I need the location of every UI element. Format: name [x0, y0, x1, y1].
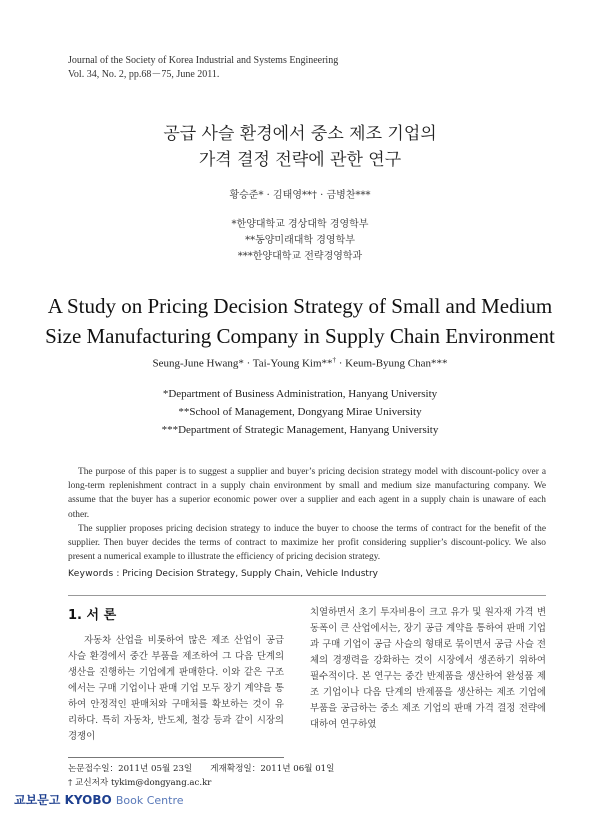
korean-authors: 황승준* · 김태영**† · 금병찬*** [229, 190, 371, 201]
accepted-date: 게재확정일：2011년 06월 01일 [210, 764, 335, 774]
korean-affiliation: ***한양대학교 전략경영학과 [237, 251, 363, 262]
kyobo-watermark [14, 791, 184, 808]
english-affiliation: ***Department of Strategic Management, Hanyang University [161, 424, 439, 436]
english-affiliations [0, 385, 600, 439]
english-title-line2: Size Manufacturing Company in Supply Chain Environment [45, 324, 555, 348]
keywords [68, 569, 378, 579]
body-right-column: 치열하면서 초기 투자비용이 크고 유가 및 원자재 가격 변동폭이 큰 산업에서는, 장기 공급 계약을 통하여 판매 기업과 구매 기업이 공급 사슬의 형태로 묶이면서 공급 사슬 전체의 경쟁력을 강화하는 것이 시장에서 생존하기 위하여 필수적이다. 본 연구는 중간 반제품을 생산하여 완성품 제조 기업이나 다음 단계의 반제품을 생산하는 제조 기업에 부품을 공급하는 중소 제조 기업의 판매 가격 결정 전략에 대하여 연구하였 [310, 607, 546, 730]
watermark-korean: 교보문고 [14, 793, 61, 807]
english-author-list-2: · Keum-Byung Chan*** [336, 357, 448, 370]
english-affiliation: *Department of Business Administration, Hanyang University [162, 388, 438, 400]
section-heading: 1. 서 론 [68, 608, 117, 623]
korean-affiliations [0, 217, 600, 265]
english-title [0, 291, 600, 351]
korean-title-line2: 가격 결정 전략에 관한 연구 [198, 150, 402, 170]
abstract-paragraph: The purpose of this paper is to suggest a supplier and buyer’s pricing decision strategy model with discount-policy over a long-term replenishment contract in a supply chain environment by small and medium size manufacturing company. We assume that the buyer has a superior economic power over a supplier and each agent in a supply chain is unaware of each other. [68, 467, 546, 520]
corresponding-mark: † [332, 356, 336, 364]
received-date: 논문접수일：2011년 05월 23일 [68, 764, 193, 774]
english-authors [0, 356, 600, 370]
watermark-brand: KYOBO [64, 793, 112, 807]
journal-volume: Vol. 34, No. 2, pp.68－75, June 2011. [68, 69, 220, 80]
korean-title-line1: 공급 사슬 환경에서 중소 제조 기업의 [163, 124, 437, 144]
abstract-paragraph: The supplier proposes pricing decision strategy to induce the buyer to choose the terms of contract for the benefit of the supplier. Then buyer decides the terms of contract to maximize her profit considering supplier’s discount-policy. We also present a numerical example to illustrate the efficiency of pricing decision strategy. [68, 523, 546, 563]
korean-title [0, 121, 600, 173]
footnote-dates [68, 762, 334, 774]
english-title-line1: A Study on Pricing Decision Strategy of Small and Medium [47, 294, 553, 318]
abstract [68, 465, 546, 564]
journal-name: Journal of the Society of Korea Industrial and Systems Engineering [68, 55, 339, 66]
english-author-list-1: Seung-June Hwang* · Tai-Young Kim** [152, 357, 333, 370]
body-left-column: 자동차 산업을 비롯하여 많은 제조 산업이 공급 사슬 환경에서 중간 부품을 제조하여 그 다음 단계의 생산을 진행하는 기업에게 판매한다. 이와 같은 구조에서는 구매 기업이나 판매 기업 모두 장기 계약을 통하여 안정적인 판매처와 구매처를 확보하는 것이 유리하다. 특히 자동차, 반도체, 철강 등과 같이 시장의 경쟁이 [68, 635, 284, 742]
korean-affiliation: *한양대학교 경상대학 경영학부 [231, 219, 369, 230]
korean-affiliation: **동양미래대학 경영학부 [245, 235, 355, 246]
keywords-label: Keywords [68, 569, 114, 579]
footnote-divider [68, 757, 284, 758]
corresponding-author: † 교신저자 tykim@dongyang.ac.kr [68, 778, 212, 788]
watermark-suffix: Book Centre [115, 794, 184, 807]
english-affiliation: **School of Management, Dongyang Mirae University [178, 406, 422, 418]
section-divider [68, 595, 546, 596]
journal-header [68, 54, 338, 82]
keywords-text: : Pricing Decision Strategy, Supply Chain, Vehicle Industry [113, 569, 378, 579]
